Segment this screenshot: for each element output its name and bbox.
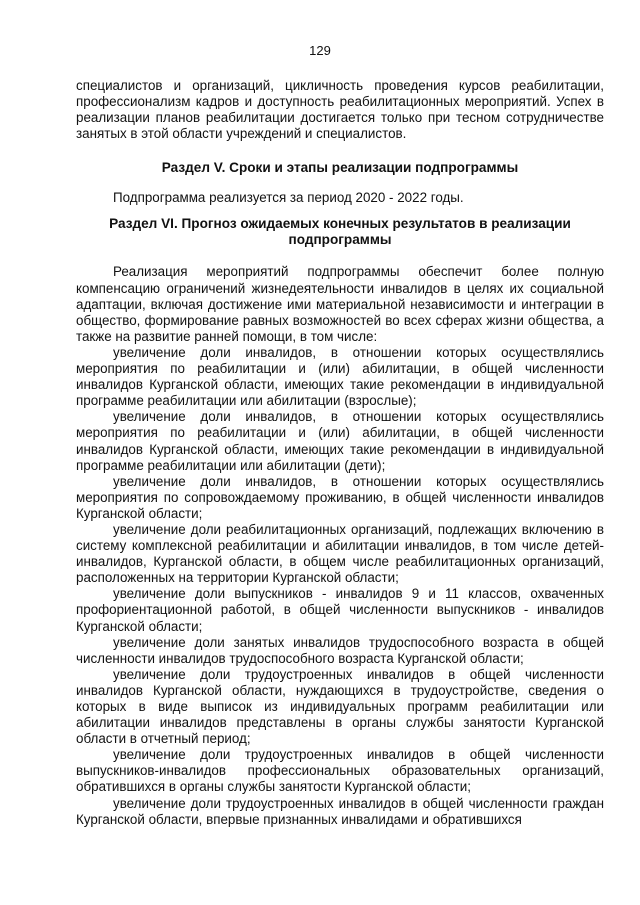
section-6-heading: Раздел VI. Прогноз ожидаемых конечных результатов в реализации подпрограммы	[109, 216, 571, 248]
result-item-8: увеличение доли трудоустроенных инвалидов в общей численности выпускников-инвалидов профессиональных образовательных организаций, обратившихся в органы службы занятости Курганской области;	[76, 747, 604, 795]
page-number: 129	[309, 43, 331, 58]
result-item-2: увеличение доли инвалидов, в отношении которых осуществлялись мероприятия по реабилитации и (или) абилитации, в общей численности инвалидов Курганской области, имеющих такие рекомендации в индивидуальной программе реабилитации или абилитации (дети);	[76, 409, 604, 473]
result-item-1: увеличение доли инвалидов, в отношении которых осуществлялись мероприятия по реабилитации и (или) абилитации, в общей численности инвалидов Курганской области, имеющих такие рекомендации в индивидуальной программе реабилитации или абилитации (взрослые);	[76, 344, 604, 409]
document-body	[76, 78, 604, 828]
section-6-lead: Реализация мероприятий подпрограммы обеспечит более полную компенсацию ограничений жизнедеятельности инвалидов в целях их социальной адаптации, включая достижение ими материальной независимости и интеграции в общество, формирование равных возможностей во всех сферах жизни общества, а также на развитие ранней помощи, в том числе:	[76, 264, 604, 344]
result-item-9: увеличение доли трудоустроенных инвалидов в общей численности граждан Курганской области, впервые признанных инвалидами и обратившихся	[76, 795, 604, 827]
intro-paragraph: специалистов и организаций, цикличность проведения курсов реабилитации, профессионализм кадров и доступность реабилитационных мероприятий. Успех в реализации планов реабилитации достигается только при тесном сотрудничестве занятых в этой области учреждений и специалистов.	[76, 78, 604, 142]
result-item-4: увеличение доли реабилитационных организаций, подлежащих включению в систему комплексной реабилитации и абилитации инвалидов, в том числе детей-инвалидов, Курганской области, в общем числе реабилитационных организаций, расположенных на территории Курганской области;	[76, 521, 604, 586]
result-item-7: увеличение доли трудоустроенных инвалидов в общей численности инвалидов Курганской области, нуждающихся в трудоустройстве, сведения о которых в виде выписок из индивидуальных программ реабилитации или абилитации инвалидов представлены в органы службы занятости Курганской области в отчетный период;	[76, 666, 604, 747]
result-item-3: увеличение доли инвалидов, в отношении которых осуществлялись мероприятия по сопровождаемому проживанию, в общей численности инвалидов Курганской области;	[76, 473, 604, 521]
section-5-heading: Раздел V. Сроки и этапы реализации подпрограммы	[161, 160, 519, 176]
result-item-6: увеличение доли занятых инвалидов трудоспособного возраста в общей численности инвалидов трудоспособного возраста Курганской области;	[76, 634, 604, 666]
result-item-5: увеличение доли выпускников - инвалидов 9 и 11 классов, охваченных профориентационной работой, в общей численности выпускников - инвалидов Курганской области;	[76, 586, 604, 634]
section-5-text: Подпрограмма реализуется за период 2020 - 2022 годы.	[113, 190, 464, 206]
